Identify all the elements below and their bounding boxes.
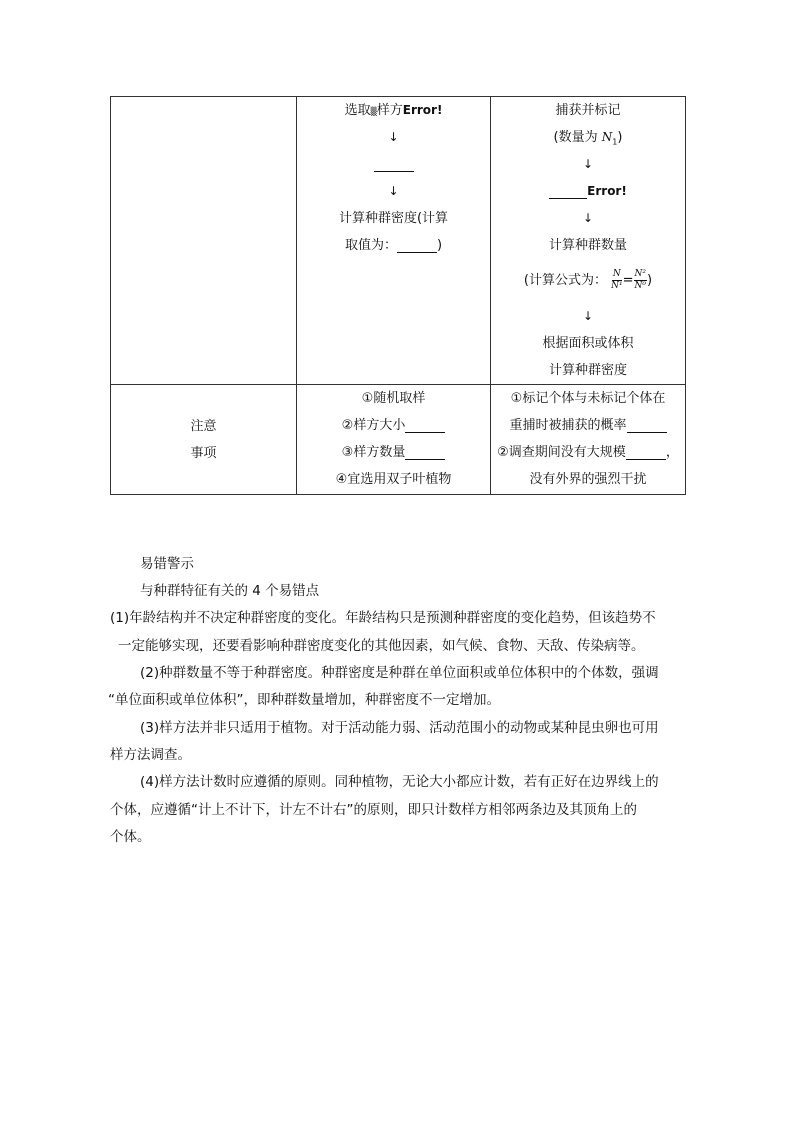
mark-step-population: 计算种群数量 [548, 238, 627, 253]
mark-note-3: ②调查期间没有大规模 ， [497, 445, 679, 460]
mark-step-recapture [491, 178, 685, 205]
quadrat-note-4: ④宜选用双子叶植物 [335, 472, 452, 487]
table-row-procedure [111, 97, 686, 385]
down-arrow-icon: ↓ [582, 211, 594, 225]
down-arrow-icon: ↓ [388, 130, 399, 144]
point-1-line-1: (1)年龄结构并不决定种群密度的变化。年龄结构只是预测种群密度的变化趋势，但该趋势不 [110, 610, 656, 626]
error-text: Error! [402, 103, 443, 117]
quadrat-note-1: ①随机取样 [361, 391, 426, 406]
blank-line [405, 418, 445, 433]
point-1-line-2: 一定能够实现，还要看影响种群密度变化的其他因素，如气候、食物、天敌、传染病等。 [118, 638, 645, 654]
blank-line [374, 157, 414, 172]
mark-note-2: 重捕时被捕获的概率 [491, 412, 685, 439]
point-4-line-1: (4)样方法计数时应遵循的原则。同种植物，无论大小都应计数，若有正好在边界线上的 [140, 774, 659, 790]
blank-line [627, 418, 667, 433]
point-4-line-3: 个体。 [110, 829, 151, 845]
blank-line [549, 184, 587, 199]
blank-line [405, 445, 445, 460]
cell-notes-label: 注意 事项 [111, 385, 297, 495]
point-2-line-1: (2)种群数量不等于种群密度。种群密度是种群在单位面积或单位体积中的个体数，强调 [140, 665, 659, 681]
mark-note-4: 没有外界的强烈干扰 [529, 472, 647, 487]
point-4-line-2: 个体，应遵循“计上不计下，计左不计右”的原则，即只计数样方相邻两条边及其顶角上的 [110, 802, 637, 818]
warning-subtitle: 与种群特征有关的 4 个易错点 [140, 583, 320, 599]
fraction-1: $\frac{N}{\text{N¹}}$ [611, 269, 623, 291]
mark-step-density: 计算种群密度 [548, 363, 627, 378]
mark-step-formula: (计算公式为： $\frac{N}{\text{N¹}}$ = $\frac{\text{N²}}{\text{N⁰}}$ ) [523, 269, 653, 291]
mark-note-1: ①标记个体与未标记个体在 [510, 391, 666, 406]
cell-quadrat-notes [297, 385, 491, 495]
table-row-notes [111, 385, 686, 495]
quadrat-note-3: ③样方数量 [297, 439, 490, 466]
mark-step-area: 根据面积或体积 [542, 336, 634, 351]
warning-title: 易错警示 [140, 556, 194, 572]
quadrat-note-2: ②样方大小 [297, 412, 490, 439]
point-2-line-2: “单位面积或单位体积”，即种群数量增加，种群密度不一定增加。 [108, 692, 500, 708]
fraction-2: $\frac{\text{N²}}{\text{N⁰}}$ [634, 269, 646, 291]
quadrat-step-blank [297, 151, 490, 178]
quadrat-step-value: 取值为： ) [344, 238, 443, 253]
cell-mark-notes [491, 385, 686, 495]
cell-quadrat-procedure [297, 97, 491, 385]
mark-step-count: (数量为 $N_1$) [553, 130, 623, 147]
point-3-line-1: (3)样方法并非只适用于植物。对于活动能力弱、活动范围小的动物或某种昆虫卵也可用 [140, 720, 659, 736]
method-comparison-table [110, 96, 686, 495]
quadrat-step-select: 选取▒样方Error! [344, 103, 443, 118]
down-arrow-icon: ↓ [388, 184, 399, 198]
mark-step-capture: 捕获并标记 [555, 103, 621, 118]
down-arrow-icon: ↓ [582, 157, 594, 171]
point-3-line-2: 样方法调查。 [110, 747, 191, 763]
down-arrow-icon: ↓ [582, 309, 594, 323]
quadrat-step-density: 计算种群密度(计算 [338, 211, 449, 226]
cell-procedure-label [111, 97, 297, 385]
cell-mark-recapture-procedure [491, 97, 686, 385]
blank-line [397, 238, 437, 253]
error-text: Error! [587, 184, 627, 198]
blank-line [626, 445, 666, 460]
